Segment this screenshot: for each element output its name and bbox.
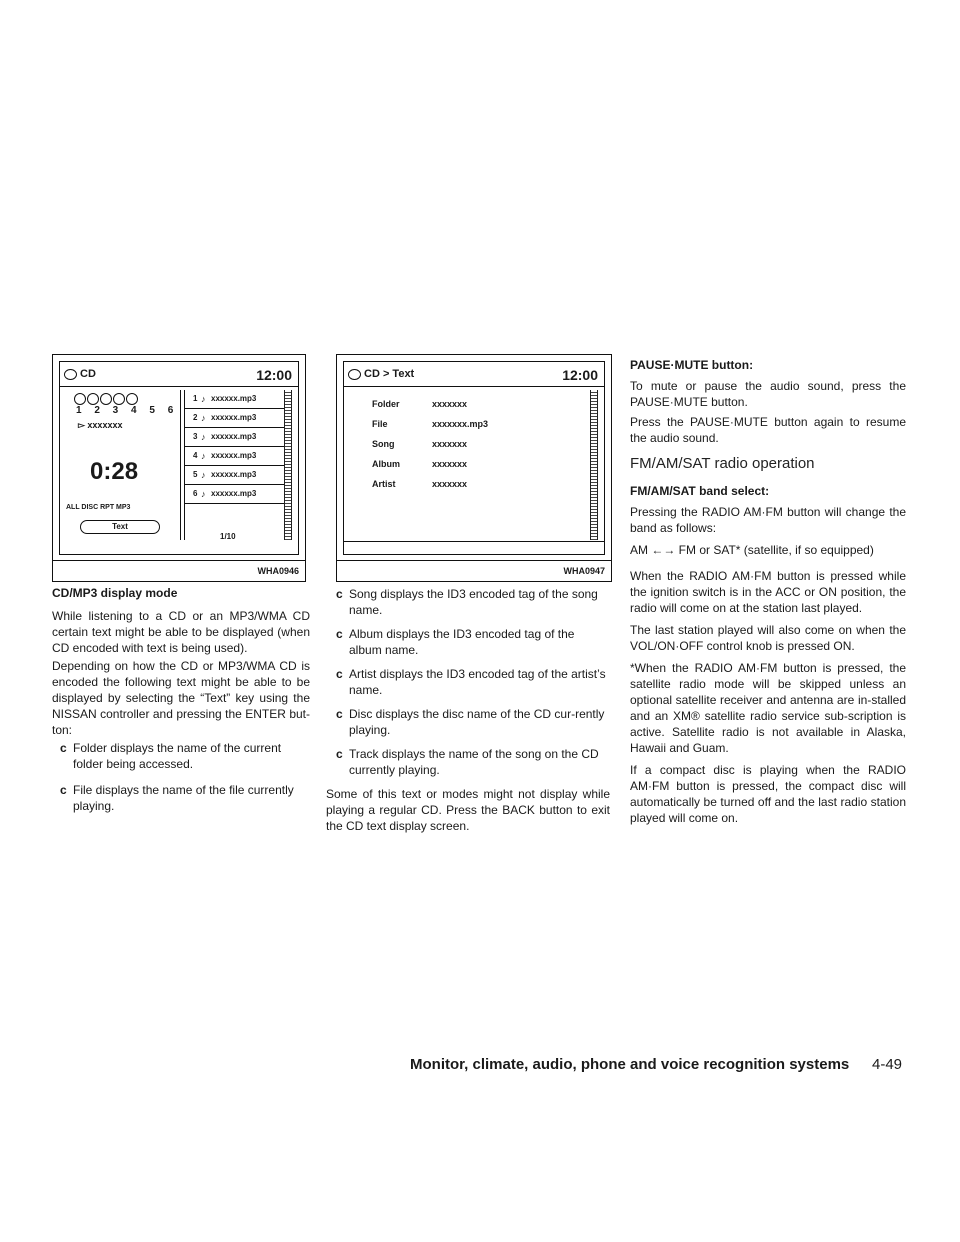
info-value: xxxxxxx [432, 479, 468, 489]
paragraph: Some of this text or modes might not display while playing a regular CD. Press the BACK button to exit the CD text display screen. [326, 787, 610, 833]
paragraph: Pressing the RADIO AM·FM button will change the band as follows: [630, 505, 906, 535]
section-heading: PAUSE·MUTE button: [630, 358, 754, 372]
bullet-text: Album displays the ID3 encoded tag of the album name. [349, 627, 575, 657]
bottom-line [344, 541, 604, 542]
bullet-item [336, 666, 606, 700]
info-value: xxxxxxx [432, 459, 468, 469]
play-modes: ALL DISC RPT MP3 [66, 504, 131, 511]
paragraph: AM ←→ FM or SAT* (satellite, if so equipped) [630, 543, 874, 557]
disc-numbers: 1 2 3 4 5 6 [76, 405, 179, 416]
screen-title-bar [344, 362, 604, 387]
track-file: xxxxxx.mp3 [211, 451, 257, 460]
info-row [372, 454, 488, 474]
cd-text-screen [343, 361, 605, 555]
bullet-item [60, 782, 310, 816]
figure-cd-display [52, 354, 306, 582]
info-row [372, 394, 488, 414]
track-number: 3 [193, 432, 198, 441]
track-file: xxxxxx.mp3 [211, 394, 257, 403]
figure-caption: WHA0946 [53, 560, 305, 581]
folder-name: ▻ xxxxxxx [78, 420, 123, 430]
track-file: xxxxxx.mp3 [211, 413, 257, 422]
track-row[interactable] [185, 390, 285, 409]
music-note-icon: ♪ [201, 489, 206, 499]
music-note-icon: ♪ [201, 394, 206, 404]
paragraph: *When the RADIO AM·FM button is pressed, the satellite radio mode will be skipped unless an optional satellite receiver and antenna are in-stalled and an XM® satellite radio service sub-scription is active. Satellite radio is not available in Alaska, Hawaii and Guam. [630, 661, 906, 755]
info-key: Folder [372, 399, 400, 409]
track-number: 6 [193, 489, 198, 498]
bullet-icon: c [60, 783, 67, 797]
bullet-text: Folder displays the name of the current folder being accessed. [73, 741, 282, 771]
bullet-icon: c [60, 741, 67, 755]
section-footer: Monitor, climate, audio, phone and voice recognition systems [410, 1056, 850, 1073]
info-value: xxxxxxx.mp3 [432, 419, 489, 429]
track-row[interactable] [185, 447, 285, 466]
section-heading: CD/MP3 display mode [52, 586, 178, 600]
bullet-icon: c [336, 667, 343, 681]
text-info-list [372, 394, 488, 494]
bullet-icon: c [336, 707, 343, 721]
bullet-text: Disc displays the disc name of the CD cur-rently playing. [349, 707, 605, 737]
scrollbar[interactable] [284, 390, 292, 540]
info-key: Song [372, 439, 395, 449]
paragraph: The last station played will also come on when the VOL/ON·OFF control knob is pressed ON. [630, 623, 906, 653]
music-note-icon: ♪ [201, 451, 206, 461]
folder-label: xxxxxxx [87, 420, 123, 430]
bullet-text: Song displays the ID3 encoded tag of the song name. [349, 587, 598, 617]
figure-cd-text-display [336, 354, 612, 582]
track-file: xxxxxx.mp3 [211, 432, 257, 441]
track-number: 2 [193, 413, 198, 422]
bullet-item [336, 706, 606, 740]
disc-icon [64, 369, 77, 380]
screen-title: CD > Text [364, 368, 415, 380]
music-note-icon: ♪ [201, 413, 206, 423]
music-note-icon: ♪ [201, 432, 206, 442]
music-note-icon: ♪ [201, 470, 206, 480]
figure-caption: WHA0947 [337, 560, 611, 581]
paragraph: When the RADIO AM·FM button is pressed while the ignition switch is in the ACC or ON position, the radio will come on at the station last played. [630, 569, 906, 615]
info-key: File [372, 419, 388, 429]
bullet-text: File displays the name of the file currently playing. [73, 783, 294, 813]
track-file: xxxxxx.mp3 [211, 489, 257, 498]
bullet-item [336, 586, 606, 620]
screen-title-bar [60, 362, 298, 387]
paragraph: Depending on how the CD or MP3/WMA CD is encoded the following text might be able to be displayed by selecting the “Text” key using the NISSAN controller and pressing the ENTER but-ton: [52, 659, 310, 737]
clock: 12:00 [256, 367, 292, 383]
scrollbar[interactable] [590, 390, 598, 540]
track-row[interactable] [185, 485, 285, 504]
cd-screen [59, 361, 299, 555]
paragraph: Press the PAUSE·MUTE button again to resume the audio sound. [630, 415, 906, 445]
paragraph: To mute or pause the audio sound, press the PAUSE·MUTE button. [630, 379, 906, 409]
clock: 12:00 [562, 367, 598, 383]
track-number: 4 [193, 451, 198, 460]
bullet-item [336, 626, 606, 660]
track-file: xxxxxx.mp3 [211, 470, 257, 479]
track-list [185, 390, 285, 504]
paragraph: If a compact disc is playing when the RADIO AM·FM button is pressed, the compact disc will automatically be turned off and the last radio station played will come on. [630, 763, 906, 825]
paragraph: While listening to a CD or an MP3/WMA CD certain text might be able to be displayed (when CD encoded with text is being used). [52, 609, 310, 655]
info-value: xxxxxxx [432, 399, 468, 409]
info-row [372, 434, 488, 454]
elapsed-time: 0:28 [90, 458, 139, 485]
bullet-icon: c [336, 587, 343, 601]
bullet-icon: c [336, 627, 343, 641]
bullet-icon: c [336, 747, 343, 761]
screen-title: CD [80, 368, 96, 380]
track-row[interactable] [185, 466, 285, 485]
page-indicator: 1/10 [220, 532, 236, 541]
track-row[interactable] [185, 409, 285, 428]
info-row [372, 414, 488, 434]
subsection-title: FM/AM/SAT radio operation [630, 455, 815, 472]
bullet-text: Track displays the name of the song on the CD currently playing. [349, 747, 599, 777]
track-row[interactable] [185, 428, 285, 447]
info-key: Album [372, 459, 400, 469]
page-number: 4-49 [872, 1056, 903, 1073]
section-heading: FM/AM/SAT band select: [630, 484, 770, 498]
disc-slot-icons [74, 392, 144, 404]
info-row [372, 474, 488, 494]
bullet-item [336, 746, 606, 780]
bullet-item [60, 740, 310, 774]
track-number: 5 [193, 470, 198, 479]
disc-icon [348, 369, 361, 380]
track-number: 1 [193, 394, 198, 403]
info-value: xxxxxxx [432, 439, 468, 449]
bullet-text: Artist displays the ID3 encoded tag of the artist’s name. [349, 667, 606, 697]
info-key: Artist [372, 479, 396, 489]
text-button[interactable]: Text [80, 520, 160, 534]
